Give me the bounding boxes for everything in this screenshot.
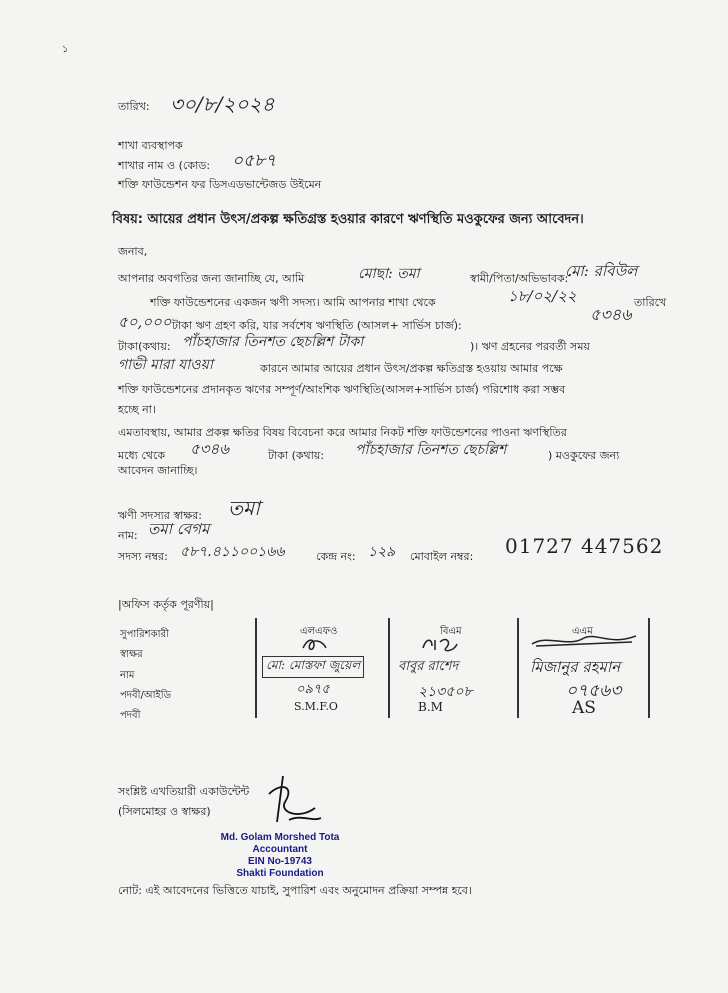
mobile-value: 01727 447562 — [505, 534, 664, 558]
center-value: ১২৯ — [368, 544, 396, 560]
lfo-id: ০৯৭৫ — [296, 682, 330, 697]
body-p2-line1: এমতাবস্থায়, আমার প্রকল্প ক্ষতির বিষয় বিবেচনা করে আমার নিকট শক্তি ফাউন্ডেশনের পাওনা ঋণস্থিতির — [118, 426, 567, 439]
lfo-name: মো: মোস্তফা জুয়েল — [262, 656, 364, 678]
organization-name: শক্তি ফাউন্ডেশন ফর ডিসএডভান্টেজড উইমেন — [118, 178, 322, 191]
mobile-label: মোবাইল নম্বর: — [410, 550, 474, 563]
loan-amount-handwritten: ৫০,০০০ — [118, 313, 172, 331]
date-label: তারিখ: — [118, 100, 150, 113]
am-id: ০৭৫৬৩ — [566, 681, 622, 701]
date-value: ৩০/৮/২০২৪ — [170, 92, 275, 116]
waiver-amount-handwritten: ৫৩৪৬ — [190, 440, 229, 458]
salutation: জনাব, — [118, 245, 148, 258]
bm-signature — [420, 634, 460, 654]
stamp-title: Accountant — [252, 844, 308, 855]
loss-cause-handwritten: গাভী মারা যাওয়া — [118, 357, 213, 373]
loan-date-handwritten: ১৮/০২/২২ — [508, 287, 577, 305]
member-name-label: নাম: — [118, 529, 138, 542]
member-id-label: সদস্য নম্বর: — [118, 550, 168, 563]
am-designation: AS — [572, 698, 596, 718]
accountant-label: সংশ্লিষ্ট এখতিয়ারী একাউন্টেন্ট — [118, 785, 250, 798]
body-p2-line2-suffix: ) মওকুফের জন্য — [548, 449, 620, 462]
body-p2-line2-mid: টাকা (কথায়: — [268, 449, 325, 462]
table-divider-1 — [255, 618, 257, 718]
lfo-signature — [300, 636, 330, 654]
body-p1-line5: কারনে আমার আয়ের প্রধান উৎস/প্রকল্প ক্ষতিগ্রস্ত হওয়ায় আমার পক্ষে — [260, 362, 563, 375]
waiver-words-handwritten: পাঁচহাজার তিনশত ছেচল্লিশ — [355, 442, 507, 458]
body-p1-line4-suffix: )। ঋণ গ্রহনের পরবর্তী সময় — [470, 340, 590, 353]
body-p2-line2-prefix: মধ্যে থেকে — [118, 449, 166, 462]
guardian-label: স্বামী/পিতা/অভিভাবক: — [470, 272, 569, 285]
branch-code-value: ০৫৮৭ — [232, 151, 277, 171]
stamp-ein: EIN No-19743 — [248, 856, 312, 867]
row-label-signature: স্বাক্ষর — [120, 649, 143, 660]
column-header-bm: বিএম — [440, 626, 462, 637]
column-header-lfo: এলএফও — [300, 626, 338, 637]
am-signature — [528, 630, 640, 652]
table-divider-3 — [517, 618, 519, 718]
column-header-am: এএম — [572, 626, 593, 637]
page-mark: ১ — [62, 44, 69, 55]
addressee-title: শাখা ব্যবস্থাপক — [118, 139, 183, 152]
subject-line: বিষয়: আয়ের প্রধান উৎস/প্রকল্প ক্ষতিগ্রস্ত হওয়ার কারণে ঋণস্থিতি মওকুফের জন্য আবেদন। — [112, 212, 584, 227]
bm-name: বাবুর রাশেদ — [398, 659, 459, 674]
accountant-seal-label: (সিলমোহর ও স্বাক্ষর) — [118, 805, 211, 818]
accountant-stamp — [200, 832, 360, 880]
row-label-recommender: সুপারিশকারী — [120, 629, 169, 640]
branch-code-label: শাখার নাম ও (কোড: — [118, 159, 211, 172]
accountant-signature — [255, 772, 325, 830]
bm-id: ২১৩৫০৮ — [418, 684, 473, 700]
balance-words-handwritten: পাঁচহাজার তিনশত ছেচল্লিশ টাকা — [182, 334, 364, 350]
guardian-name-handwritten: মো: রবিউল — [565, 262, 638, 280]
stamp-name: Md. Golam Morshed Tota — [220, 832, 340, 843]
member-name-handwritten: মোছা: তমা — [358, 266, 420, 282]
member-sign-label: ঋণী সদস্যর স্বাক্ষর: — [118, 509, 202, 522]
member-name-value: তমা বেগম — [148, 520, 210, 538]
body-p1-line2: শক্তি ফাউন্ডেশনের একজন ঋণী সদস্য। আমি আপনার শাখা থেকে — [150, 296, 436, 309]
member-id-value: ৫৮৭.৪১১০০১৬৬ — [180, 544, 285, 560]
body-p1-line6: শক্তি ফাউন্ডেশনের প্রদানকৃত ঋণের সম্পূর্ণ/আংশিক ঋণস্থিতি(আসল+সার্ভিস চার্জ) পরিশোধ করা সম্ভব — [118, 383, 566, 396]
balance-handwritten: ৫৩৪৬ — [590, 305, 632, 324]
lfo-designation: S.M.F.O — [294, 700, 338, 713]
body-p1-line4-prefix: টাকা(কথায়: — [118, 340, 171, 353]
stamp-organization: Shakti Foundation — [236, 868, 324, 879]
member-signature: তমা — [228, 496, 260, 520]
footer-note: নোট: এই আবেদনের ভিত্তিতে যাচাই, সুপারিশ এবং অনুমোদন প্রক্রিয়া সম্পন্ন হবে। — [118, 884, 472, 897]
body-p1-line1-prefix: আপনার অবগতির জন্য জানাচ্ছি যে, আমি — [118, 272, 305, 285]
date-suffix: তারিখে — [634, 296, 667, 309]
table-divider-4 — [648, 618, 650, 718]
bm-designation: B.M — [418, 700, 443, 714]
office-section-title: |অফিস কর্তৃক পূরণীয়| — [118, 598, 214, 611]
body-p1-line7: হচ্ছে না। — [118, 403, 156, 416]
table-divider-2 — [388, 618, 390, 718]
row-label-id: পদবী/আইডি — [120, 690, 171, 701]
am-name: মিজানুর রহমান — [530, 658, 621, 676]
row-label-name: নাম — [120, 670, 135, 681]
body-p1-line3: টাকা ঋণ গ্রহণ করি, যার সর্বশেষ ঋণস্থিতি (আসল+ সার্ভিস চার্জ): — [172, 319, 462, 332]
body-p2-line3: আবেদন জানাচ্ছি। — [118, 464, 198, 477]
center-label: কেন্দ্র নং: — [316, 550, 356, 563]
row-label-designation: পদবী — [120, 710, 141, 721]
